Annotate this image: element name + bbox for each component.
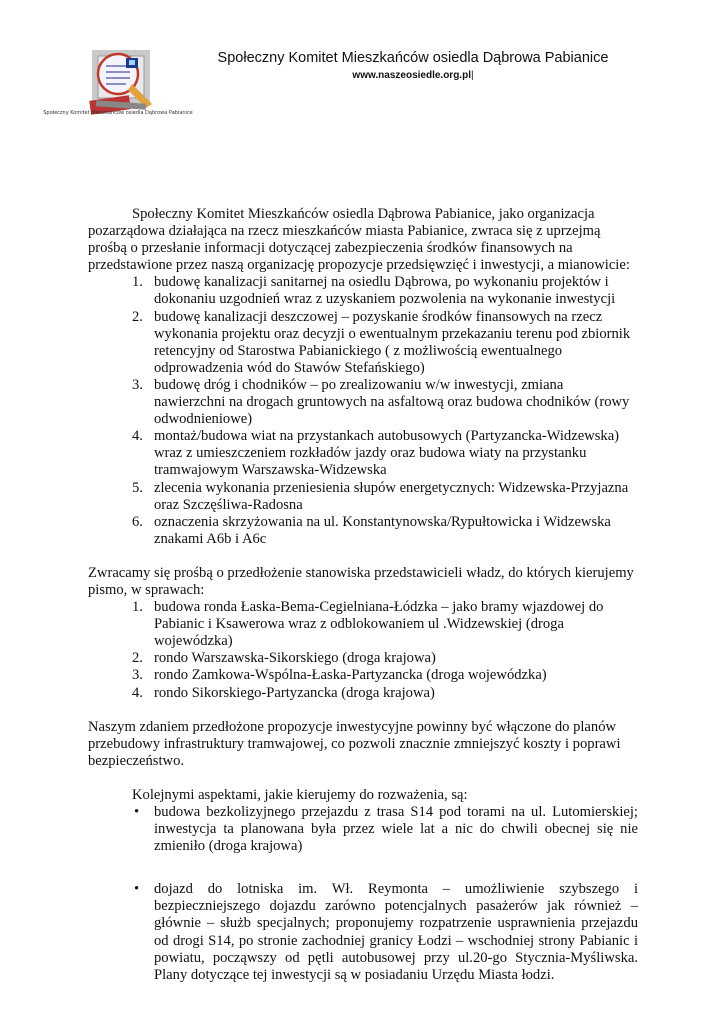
list-item: 2. budowę kanalizacji deszczowej – pozyskanie środków finansowych na rzecz wykonania projektu oraz decyzji o ewentualnym przekazaniu terenu pod zbiornik retencyjny od Starostwa Pabianickiego ( z możliwością ewentualnego odprowadzenia wód do Stawów Stefańskiego) bbox=[132, 308, 631, 376]
investments-list bbox=[88, 274, 638, 548]
opinion-paragraph: Naszym zdaniem przedłożone propozycje inwestycyjne powinny być włączone do planów przebudowy infrastruktury tramwajowej, co pozwoli znacznie zmniejszyć koszty i poprawi bezpieczeństwo. bbox=[88, 718, 621, 769]
request-paragraph: Zwracamy się prośbą o przedłożenie stanowiska przedstawicieli władz, do których kierujemy pismo, w sprawach: bbox=[88, 564, 634, 598]
list-item: • budowa bezkolizyjnego przejazdu z trasa S14 pod torami na ul. Lutomierskiej; inwestycja ta planowana była przez wiele lat a nic do chwili obecnej się nie zmieniło (droga krajowa) bbox=[134, 804, 638, 855]
list-item: 4. rondo Sikorskiego-Partyzancka (droga krajowa) bbox=[132, 684, 435, 701]
bullet-icon: • bbox=[134, 881, 140, 898]
list-item: 6. oznaczenia skrzyżowania na ul. Konstantynowska/Rypułtowicka i Widzewska znakami A6b i A6c bbox=[132, 513, 611, 547]
list-item: • dojazd do lotniska im. Wł. Reymonta – umożliwienie szybszego i bezpieczniejszego dojazdu zarówno potencjalnych pasażerów jak również – głównie – służb specjalnych; proponujemy rozpatrzenie usprawnienia przejazdu od drogi S14, po stronie zachodniej granicy Łodzi – wschodniej strony Pabianic i powiatu, począwszy od pętli autobusowej przy ul.20-go Stycznia-Myśliwska. Plany dotyczące tej inwestycji są w posiadaniu Urzędu Miasta łodzi. bbox=[134, 881, 638, 983]
list-item: 5. zlecenia wykonania przeniesienia słupów energetycznych: Widzewska-Przyjazna oraz Szczęśliwa-Radosna bbox=[132, 479, 629, 513]
list-item: 1. budowa ronda Łaska-Bema-Cegielniana-Łódzka – jako bramy wjazdowej do Pabianic i Ksawerowa wraz z odblokowaniem ul .Widzewskiej (droga wojewódzka) bbox=[132, 599, 604, 650]
list-item: 3. budowę dróg i chodników – po zrealizowaniu w/w inwestycji, zmiana nawierzchni na drogach gruntowych na asfaltową oraz budowa chodników (rowy odwodnieniowe) bbox=[132, 376, 630, 428]
bullet-icon: • bbox=[134, 804, 140, 820]
website-url[interactable]: www.naszeosiedle.org.pl| bbox=[352, 70, 474, 81]
aspects-list-2 bbox=[88, 881, 638, 984]
list-item: 2. rondo Warszawska-Sikorskiego (droga krajowa) bbox=[132, 650, 436, 667]
intro-paragraph: Społeczny Komitet Mieszkańców osiedla Dąbrowa Pabianice, jako organizacja pozarządowa działająca na rzecz mieszkańców miasta Pabianice, zwraca się z uprzejmą prośbą o przesłanie informacji dotyczącej zabezpieczenia środków finansowych na przedstawione przez naszą organizację propozycje przedsięwzięć i inwestycji, a mianowicie: bbox=[88, 206, 630, 274]
list-item: 4. montaż/budowa wiat na przystankach autobusowych (Partyzancka-Widzewska) wraz z umieszczeniem rozkładów jazdy oraz budowa wiaty na przystanku tramwajowym Warszawska-Widzewska bbox=[132, 428, 620, 479]
committee-name: Społeczny Komitet Mieszkańców osiedla Dąbrowa Pabianice bbox=[217, 50, 609, 66]
letterhead bbox=[43, 44, 648, 116]
list-item: 3. rondo Zamkowa-Wspólna-Łaska-Partyzancka (droga wojewódzka) bbox=[132, 667, 547, 684]
roundabouts-list bbox=[88, 599, 638, 702]
list-item: 1. budowę kanalizacji sanitarnej na osiedlu Dąbrowa, po wykonaniu projektów i dokonaniu uzgodnień wraz z uzyskaniem pozwolenia na wykonanie inwestycji bbox=[132, 274, 616, 308]
aspects-paragraph: Kolejnymi aspektami, jakie kierujemy do rozważenia, są: bbox=[132, 786, 468, 803]
aspects-list bbox=[88, 804, 638, 855]
logo-caption: Społeczny Komitet Mieszkańców osiedla Dąbrowa Pabianice bbox=[43, 110, 193, 116]
letter-body bbox=[88, 206, 638, 984]
